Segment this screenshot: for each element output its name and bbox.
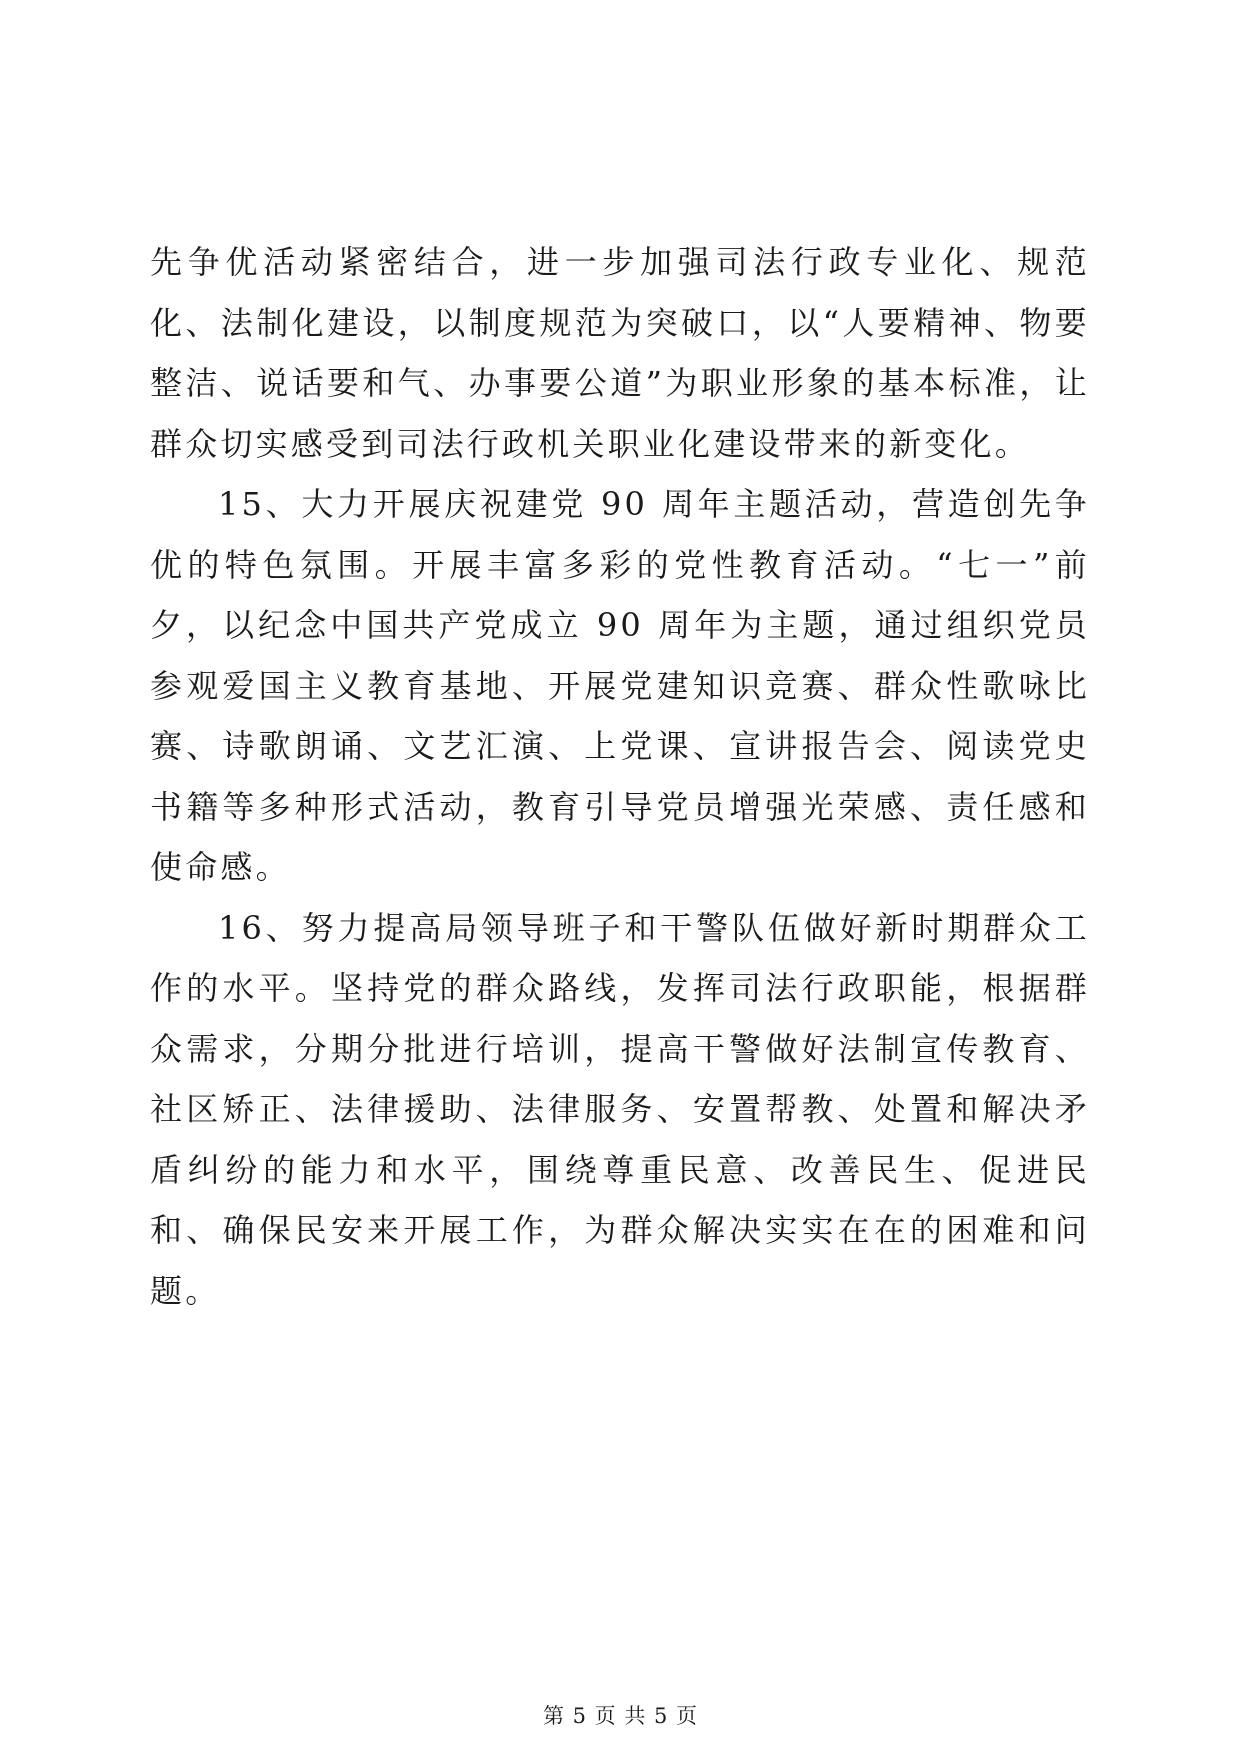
- document-body: [150, 232, 1090, 1321]
- paragraph-continuation: 先争优活动紧密结合，进一步加强司法行政专业化、规范化、法制化建设，以制度规范为突破口，以“人要精神、物要整洁、说话要和气、办事要公道”为职业形象的基本标准，让群众切实感受到司法行政机关职业化建设带来的新变化。: [150, 243, 1090, 463]
- paragraph-item-15: 15、大力开展庆祝建党 90 周年主题活动，营造创先争优的特色氛围。开展丰富多彩的党性教育活动。“七一”前夕，以纪念中国共产党成立 90 周年为主题，通过组织党员参观爱国主义教育基地、开展党建知识竞赛、群众性歌咏比赛、诗歌朗诵、文艺汇演、上党课、宣讲报告会、阅读党史书籍等多种形式活动，教育引导党员增强光荣感、责任感和使命感。: [150, 485, 1090, 886]
- paragraph-item-16: 16、努力提高局领导班子和干警队伍做好新时期群众工作的水平。坚持党的群众路线，发挥司法行政职能，根据群众需求，分期分批进行培训，提高干警做好法制宣传教育、社区矫正、法律援助、法律服务、安置帮教、处置和解决矛盾纠纷的能力和水平，围绕尊重民意、改善民生、促进民和、确保民安来开展工作，为群众解决实实在在的困难和问题。: [150, 908, 1090, 1310]
- page-footer: 第 5 页 共 5 页: [542, 1704, 699, 1728]
